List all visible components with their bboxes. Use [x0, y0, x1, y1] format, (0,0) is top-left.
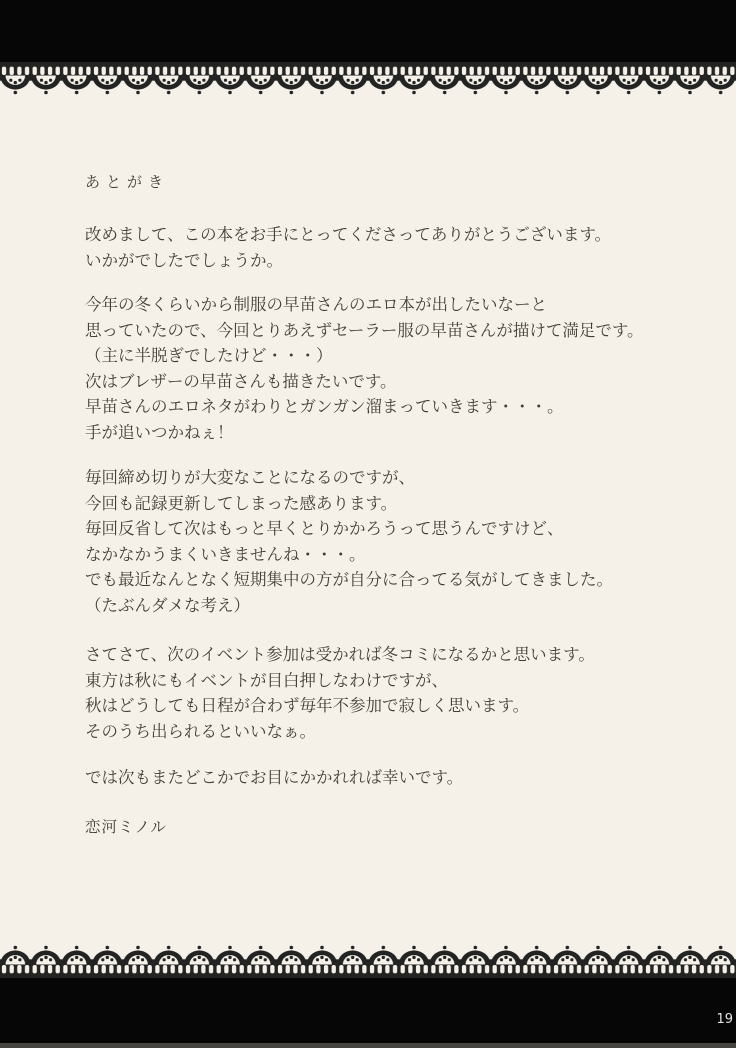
text-line: 今回も記録更新してしまった感あります。: [85, 493, 398, 513]
text-line: なかなかうまくいきませんね・・・。: [85, 544, 366, 564]
author-signature: 恋河ミノル: [85, 818, 167, 836]
page-number: 19: [716, 1012, 733, 1027]
afterword-title: あとがき: [85, 173, 170, 191]
bottom-black-bar: [0, 978, 736, 1048]
text-line: 思っていたので、今回とりあえずセーラー服の早苗さんが描けて満足です。: [85, 320, 644, 340]
top-black-bar: [0, 0, 736, 62]
paragraph-4: [85, 642, 705, 744]
page-bottom-edge: [0, 1043, 736, 1048]
paragraph-5: [85, 765, 705, 791]
paragraph-2: [85, 292, 705, 445]
text-line: 手が追いつかねぇ！: [85, 422, 234, 442]
paragraph-3: [85, 465, 705, 618]
text-line: （たぶんダメな考え）: [85, 595, 250, 615]
text-line: 毎回反省して次はもっと早くとりかかろうって思うんですけど、: [85, 519, 564, 538]
text-line: そのうち出られるといいなぁ。: [85, 721, 316, 741]
text-line: 早苗さんのエロネタがわりとガンガン溜まっていきます・・・。: [85, 397, 564, 416]
text-line: いかがでしたでしょうか。: [85, 250, 283, 270]
text-line: 毎回締め切りが大変なことになるのですが、: [85, 468, 415, 487]
paragraph-1: [85, 222, 705, 273]
text-line: さてさて、次のイベント参加は受かれば冬コミになるかと思います。: [85, 645, 595, 664]
text-line: 次はブレザーの早苗さんも描きたいです。: [85, 371, 397, 391]
lace-border-top: [0, 62, 736, 100]
text-line: 今年の冬くらいから制服の早苗さんのエロ本が出したいなーと: [85, 295, 547, 314]
text-line: 東方は秋にもイベントが目白押しなわけですが、: [85, 670, 448, 690]
text-line: 改めまして、この本をお手にとってくださってありがとうございます。: [85, 225, 612, 244]
text-line: でも最近なんとなく短期集中の方が自分に合ってる気がしてきました。: [85, 570, 613, 589]
text-line: 秋はどうしても日程が合わず毎年不参加で寂しく思います。: [85, 696, 530, 715]
text-line: では次もまたどこかでお目にかかれれば幸いです。: [85, 768, 464, 787]
lace-border-bottom: [0, 940, 736, 978]
text-line: （主に半脱ぎでしたけど・・・）: [85, 346, 333, 365]
